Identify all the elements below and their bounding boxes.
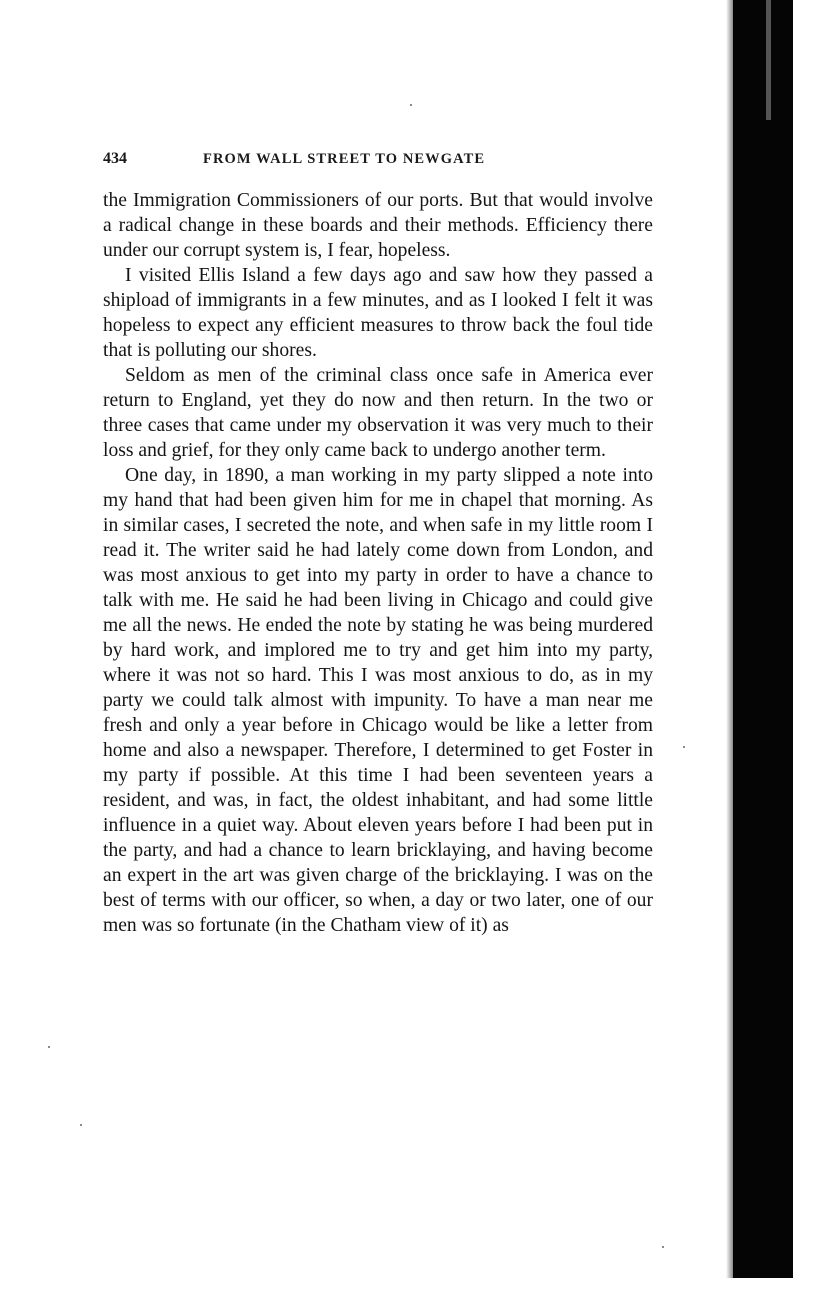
paragraph-1: the Immigration Commissioners of our ports. But that would involve a radical change in these boards and their methods. Efficiency there under our corrupt system is, I fear, hopeless. xyxy=(103,190,653,261)
spine-gap xyxy=(766,0,771,120)
paragraph-2: I visited Ellis Island a few days ago and saw how they passed a shipload of immigrants in a few minutes, and as I looked I felt it was hopeless to expect any efficient measures to throw back the foul tide that is polluting our shores. xyxy=(103,265,653,361)
paragraph-3: Seldom as men of the criminal class once safe in America ever return to England, yet they do now and then return. In the two or three cases that came under my observation it was very much to their loss and grief, for they only came back to undergo another term. xyxy=(103,365,653,461)
scan-speck xyxy=(683,746,685,748)
page-number: 434 xyxy=(103,150,127,167)
scan-speck xyxy=(80,1124,82,1126)
scan-speck xyxy=(410,104,412,106)
body-text xyxy=(103,188,653,938)
spine-shadow xyxy=(733,0,793,1278)
scan-speck xyxy=(662,1246,664,1248)
scan-speck xyxy=(48,1046,50,1048)
paragraph-4: One day, in 1890, a man working in my party slipped a note into my hand that had been given him for me in chapel that morning. As in similar cases, I secreted the note, and when safe in my little room I read it. The writer said he had lately come down from London, and was most anxious to get into my party in order to have a chance to talk with me. He said he had been living in Chicago and could give me all the news. He ended the note by stating he was being murdered by hard work, and implored me to try and get him into my party, where it was not so hard. This I was most anxious to do, as in my party we could talk almost with impunity. To have a man near me fresh and only a year before in Chicago would be like a letter from home and also a newspaper. Therefore, I determined to get Foster in my party if possible. At this time I had been seventeen years a resident, and was, in fact, the oldest inhabitant, and had some little influence in a quiet way. About eleven years before I had been put in the party, and had a chance to learn bricklaying, and having become an expert in the art was given charge of the bricklaying. I was on the best of terms with our officer, so when, a day or two later, one of our men was so fortunate (in the Chatham view of it) as xyxy=(103,465,653,936)
running-head: FROM WALL STREET TO NEWGATE xyxy=(203,151,486,167)
page-header xyxy=(103,150,653,172)
